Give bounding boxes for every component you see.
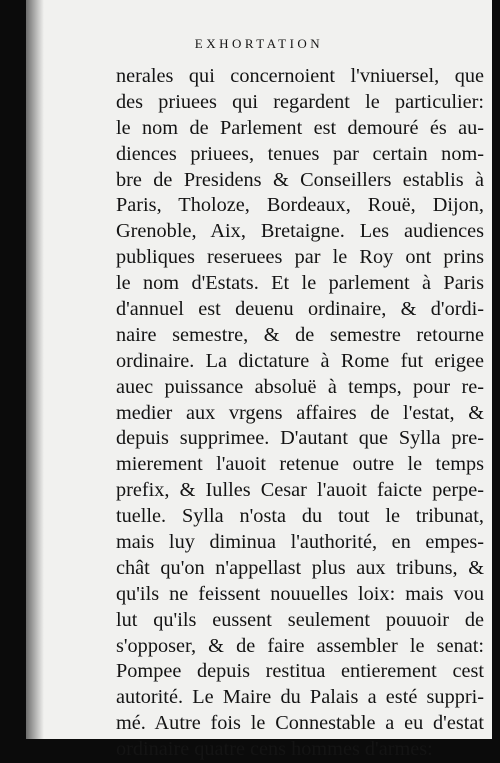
book-page [26,0,492,761]
text-line: mé. Autre fois le Connestable a eu d'estat [116,712,484,735]
text-line: depuis supprimee. D'autant que Sylla pre- [116,427,484,450]
text-line: des priuees qui regardent le particulier: [116,90,484,113]
text-line: d'annuel est deuenu ordinaire, & d'ordi- [116,298,484,321]
text-line: mierement l'auoit retenue outre le temps [116,453,484,476]
text-line: auec puissance absoluë à temps, pour re- [116,375,484,398]
text-line: mais luy diminua l'authorité, en empes- [116,531,484,554]
text-line: le nom d'Estats. Et le parlement à Paris [116,272,484,295]
text-line: bre de Presidens & Conseillers establis à [116,168,484,191]
text-line: Grenoble, Aix, Bretaigne. Les audiences [116,220,484,243]
text-line: diences priuees, tenues par certain nom- [116,142,484,165]
body-text [116,64,484,763]
text-line: chât qu'on n'appellast plus aux tribuns, & [116,556,484,579]
page-gutter-shadow [26,0,44,739]
text-line: qu'ils ne feissent nouuelles loix: mais vou [116,582,484,605]
text-line: tuelle. Sylla n'osta du tout le tribunat, [116,505,484,528]
text-line: publiques reseruees par le Roy ont prins [116,246,484,269]
text-line: naire semestre, & de semestre retourne [116,323,484,346]
text-line: nerales qui concernoient l'vniuersel, que [116,65,484,87]
text-line: autorité. Le Maire du Palais a esté suppri- [116,686,484,709]
text-line: ordinaire quatre cens hommes d'armes: [116,738,433,761]
text-line: s'opposer, & de faire assembler le senat: [116,634,484,657]
running-head: EXHORTATION [194,36,324,51]
text-line: prefix, & Iulles Cesar l'auoit faicte perpe- [116,479,484,502]
text-line: Paris, Tholoze, Bordeaux, Rouë, Dijon, [116,194,484,217]
text-line: ordinaire. La dictature à Rome fut erigee [116,349,484,372]
text-line: Pompee depuis restitua entierement cest [116,660,484,683]
text-line: le nom de Parlement est demouré és au- [116,116,484,139]
text-line: lut qu'ils eussent seulement pouuoir de [116,608,484,631]
text-line: medier aux vrgens affaires de l'estat, & [116,401,484,424]
